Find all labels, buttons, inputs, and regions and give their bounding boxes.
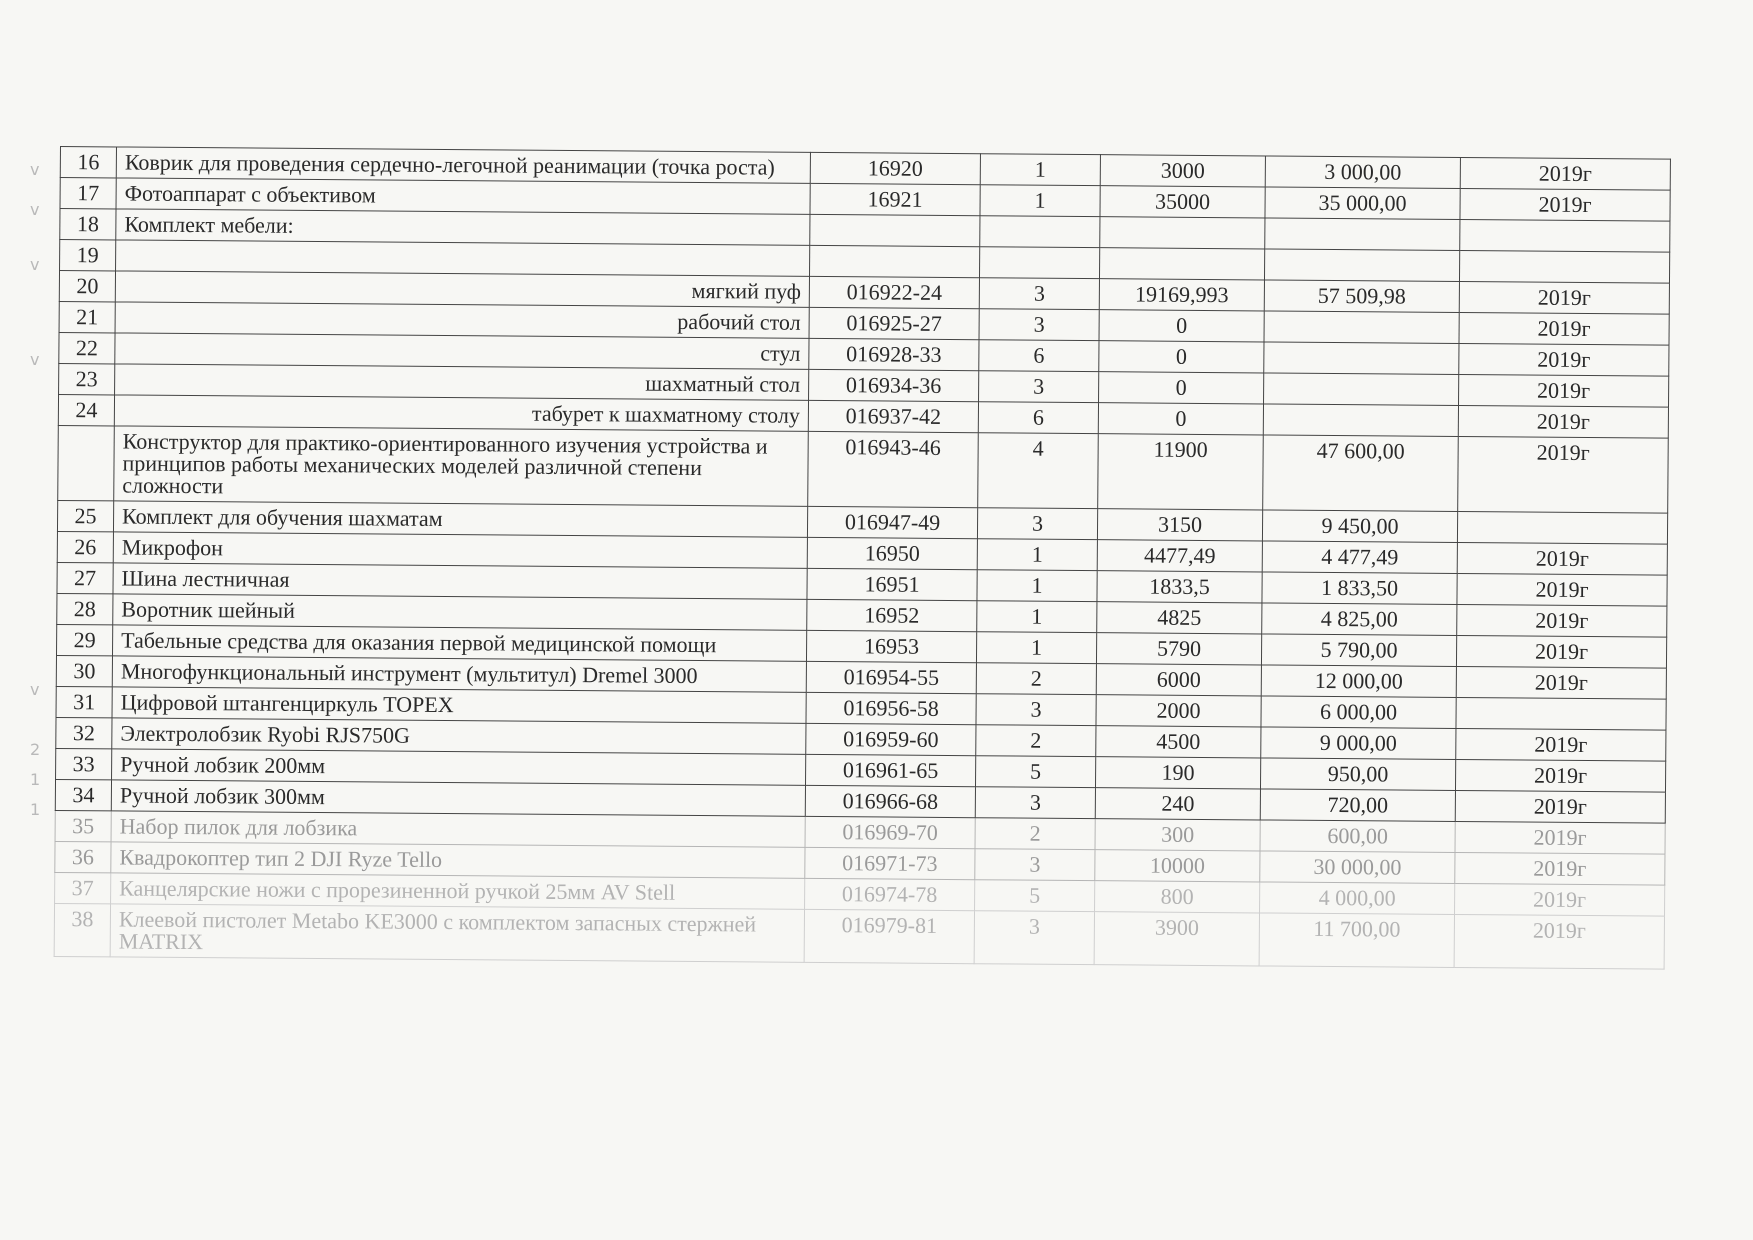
margin-mark: v	[30, 200, 40, 219]
year: 2019г	[1455, 852, 1665, 885]
row-number: 33	[56, 748, 112, 779]
total-sum: 6 000,00	[1261, 696, 1456, 729]
inventory-code: 016922-24	[809, 276, 979, 308]
inventory-code: 016937-42	[808, 400, 978, 432]
unit-price	[1100, 217, 1265, 249]
margin-mark: 1	[30, 770, 41, 789]
margin-mark: 2	[30, 740, 41, 759]
year: 2019г	[1457, 542, 1667, 575]
item-name: Клеевой пистолет Metabo KE3000 с комплектом запасных стержней MATRIX	[110, 904, 804, 962]
row-number: 35	[55, 810, 111, 841]
row-number: 29	[56, 624, 112, 655]
inventory-code	[810, 214, 980, 246]
total-sum	[1263, 404, 1458, 437]
item-name: Фотоаппарат с объективом	[116, 178, 810, 214]
quantity: 2	[976, 663, 1096, 695]
year: 2019г	[1454, 914, 1664, 969]
inventory-code: 016947-49	[807, 506, 977, 538]
item-name: мягкий пуф	[115, 271, 809, 307]
margin-mark: v	[30, 160, 40, 179]
quantity: 2	[976, 725, 1096, 757]
row-number: 31	[56, 686, 112, 717]
unit-price: 240	[1095, 788, 1260, 820]
item-name: табурет к шахматному столу	[114, 395, 808, 431]
item-name: Многофункциональный инструмент (мультитул) Dremel 3000	[112, 656, 806, 692]
inventory-code: 16951	[807, 568, 977, 600]
year	[1459, 250, 1669, 283]
quantity: 3	[977, 508, 1097, 540]
quantity	[980, 216, 1100, 248]
unit-price: 3150	[1097, 509, 1262, 541]
total-sum: 600,00	[1260, 820, 1455, 853]
quantity: 5	[975, 756, 1095, 788]
quantity	[979, 247, 1099, 279]
unit-price: 4825	[1097, 602, 1262, 634]
unit-price: 3000	[1100, 155, 1265, 187]
row-number: 22	[59, 332, 115, 363]
year: 2019г	[1459, 343, 1669, 376]
year: 2019г	[1455, 821, 1665, 854]
inventory-code: 16952	[807, 599, 977, 631]
quantity: 2	[975, 818, 1095, 850]
year: 2019г	[1456, 666, 1666, 699]
total-sum: 720,00	[1260, 789, 1455, 822]
item-name: Ручной лобзик 200мм	[112, 749, 806, 785]
unit-price: 3900	[1094, 912, 1259, 966]
inventory-code: 016959-60	[806, 723, 976, 755]
total-sum	[1264, 249, 1459, 282]
total-sum	[1264, 373, 1459, 406]
year	[1456, 697, 1666, 730]
quantity: 4	[978, 433, 1099, 509]
row-number: 34	[55, 779, 111, 810]
unit-price: 5790	[1096, 633, 1261, 665]
unit-price: 35000	[1100, 186, 1265, 218]
inventory-code: 016969-70	[805, 816, 975, 848]
inventory-code: 016954-55	[806, 661, 976, 693]
year	[1460, 219, 1670, 252]
item-name: Конструктор для практико-ориентированного изучения устройства и принципов работы механических моделей различной степени сложности	[114, 426, 809, 506]
item-name: Ручной лобзик 300мм	[111, 780, 805, 816]
year: 2019г	[1458, 405, 1668, 438]
quantity: 3	[975, 787, 1095, 819]
margin-mark: v	[30, 350, 40, 369]
unit-price: 4500	[1096, 726, 1261, 758]
row-number: 24	[58, 394, 114, 425]
quantity: 1	[977, 539, 1097, 571]
inventory-code: 016979-81	[804, 909, 974, 963]
quantity: 3	[974, 911, 1094, 965]
total-sum: 30 000,00	[1260, 851, 1455, 884]
unit-price: 0	[1098, 403, 1263, 435]
inventory-code: 016971-73	[805, 847, 975, 879]
year	[1457, 511, 1667, 544]
total-sum: 57 509,98	[1264, 280, 1459, 313]
item-name: стул	[115, 333, 809, 369]
item-name: Табельные средства для оказания первой медицинской помощи	[112, 625, 806, 661]
total-sum: 950,00	[1260, 758, 1455, 791]
row-number: 20	[59, 271, 115, 302]
unit-price	[1099, 248, 1264, 280]
year: 2019г	[1460, 157, 1670, 190]
total-sum: 9 450,00	[1262, 510, 1457, 543]
inventory-code: 016961-65	[806, 754, 976, 786]
year: 2019г	[1455, 790, 1665, 823]
item-name: рабочий стол	[115, 302, 809, 338]
year: 2019г	[1460, 188, 1670, 221]
unit-price: 800	[1095, 881, 1260, 913]
unit-price: 10000	[1095, 850, 1260, 882]
row-number: 32	[56, 717, 112, 748]
total-sum	[1265, 218, 1460, 251]
row-number: 25	[57, 500, 113, 531]
year: 2019г	[1458, 436, 1669, 513]
inventory-code: 16950	[807, 537, 977, 569]
year: 2019г	[1455, 883, 1665, 916]
inventory-table-wrap	[54, 146, 1670, 970]
unit-price: 0	[1099, 341, 1264, 373]
row-number: 27	[57, 562, 113, 593]
row-number: 26	[57, 531, 113, 562]
quantity: 1	[977, 570, 1097, 602]
quantity: 3	[975, 849, 1095, 881]
row-number: 30	[56, 655, 112, 686]
quantity: 1	[980, 185, 1100, 217]
total-sum: 47 600,00	[1263, 435, 1459, 512]
item-name: Цифровой штангенциркуль TOPEX	[112, 687, 806, 723]
unit-price: 2000	[1096, 695, 1261, 727]
quantity: 3	[979, 371, 1099, 403]
item-name: Набор пилок для лобзика	[111, 811, 805, 847]
year: 2019г	[1455, 759, 1665, 792]
row-number: 16	[60, 147, 116, 178]
unit-price: 4477,49	[1097, 540, 1262, 572]
inventory-code: 16920	[810, 152, 980, 184]
inventory-code: 016974-78	[805, 878, 975, 910]
quantity: 1	[977, 601, 1097, 633]
inventory-code: 016956-58	[806, 692, 976, 724]
quantity: 6	[979, 340, 1099, 372]
margin-mark: 1	[30, 800, 41, 819]
inventory-code: 016943-46	[808, 431, 979, 507]
row-number: 21	[59, 301, 115, 332]
total-sum: 11 700,00	[1259, 913, 1454, 968]
inventory-table	[54, 146, 1671, 970]
table-row	[54, 903, 1664, 969]
total-sum: 4 477,49	[1262, 541, 1457, 574]
item-name: шахматный стол	[115, 364, 809, 400]
quantity: 3	[979, 278, 1099, 310]
quantity: 6	[978, 402, 1098, 434]
row-number: 18	[60, 209, 116, 240]
inventory-table-body	[54, 147, 1670, 970]
inventory-code: 016934-36	[809, 369, 979, 401]
total-sum: 5 790,00	[1261, 634, 1456, 667]
total-sum	[1264, 342, 1459, 375]
row-number: 23	[59, 363, 115, 394]
margin-mark: v	[30, 680, 40, 699]
quantity: 5	[975, 880, 1095, 912]
inventory-code: 16921	[810, 183, 980, 215]
year: 2019г	[1456, 635, 1666, 668]
row-number	[58, 425, 115, 500]
item-name: Микрофон	[113, 532, 807, 568]
total-sum	[1264, 311, 1459, 344]
total-sum: 4 000,00	[1260, 882, 1455, 915]
inventory-code: 016928-33	[809, 338, 979, 370]
unit-price: 0	[1099, 310, 1264, 342]
item-name: Комплект для обучения шахматам	[113, 501, 807, 537]
item-name: Шина лестничная	[113, 563, 807, 599]
year: 2019г	[1456, 728, 1666, 761]
inventory-code: 16953	[806, 630, 976, 662]
row-number: 17	[60, 178, 116, 209]
unit-price: 1833,5	[1097, 571, 1262, 603]
total-sum: 4 825,00	[1262, 603, 1457, 636]
unit-price: 19169,993	[1099, 279, 1264, 311]
year: 2019г	[1459, 312, 1669, 345]
total-sum: 9 000,00	[1261, 727, 1456, 760]
year: 2019г	[1457, 573, 1667, 606]
year: 2019г	[1459, 374, 1669, 407]
item-name: Квадрокоптер тип 2 DJI Ryze Tello	[111, 842, 805, 878]
unit-price: 6000	[1096, 664, 1261, 696]
unit-price: 0	[1099, 372, 1264, 404]
margin-mark: v	[30, 255, 40, 274]
unit-price: 11900	[1098, 434, 1264, 510]
year: 2019г	[1457, 604, 1667, 637]
inventory-code: 016925-27	[809, 307, 979, 339]
year: 2019г	[1459, 281, 1669, 314]
item-name: Коврик для проведения сердечно-легочной реанимации (точка роста)	[116, 147, 810, 183]
row-number: 19	[60, 240, 116, 271]
item-name: Воротник шейный	[113, 594, 807, 630]
row-number: 28	[57, 593, 113, 624]
item-name: Комплект мебели:	[116, 209, 810, 245]
quantity: 3	[976, 694, 1096, 726]
quantity: 1	[980, 154, 1100, 186]
total-sum: 35 000,00	[1265, 187, 1460, 220]
inventory-code	[809, 245, 979, 277]
item-name: Канцелярские ножи с прорезиненной ручкой 25мм AV Stell	[111, 873, 805, 909]
table-row	[58, 425, 1669, 513]
quantity: 3	[979, 309, 1099, 341]
unit-price: 300	[1095, 819, 1260, 851]
total-sum: 12 000,00	[1261, 665, 1456, 698]
quantity: 1	[976, 632, 1096, 664]
item-name: Электролобзик Ryobi RJS750G	[112, 718, 806, 754]
row-number: 38	[54, 903, 110, 956]
unit-price: 190	[1095, 757, 1260, 789]
row-number: 36	[55, 841, 111, 872]
row-number: 37	[55, 872, 111, 903]
inventory-code: 016966-68	[805, 785, 975, 817]
total-sum: 1 833,50	[1262, 572, 1457, 605]
total-sum: 3 000,00	[1265, 156, 1460, 189]
